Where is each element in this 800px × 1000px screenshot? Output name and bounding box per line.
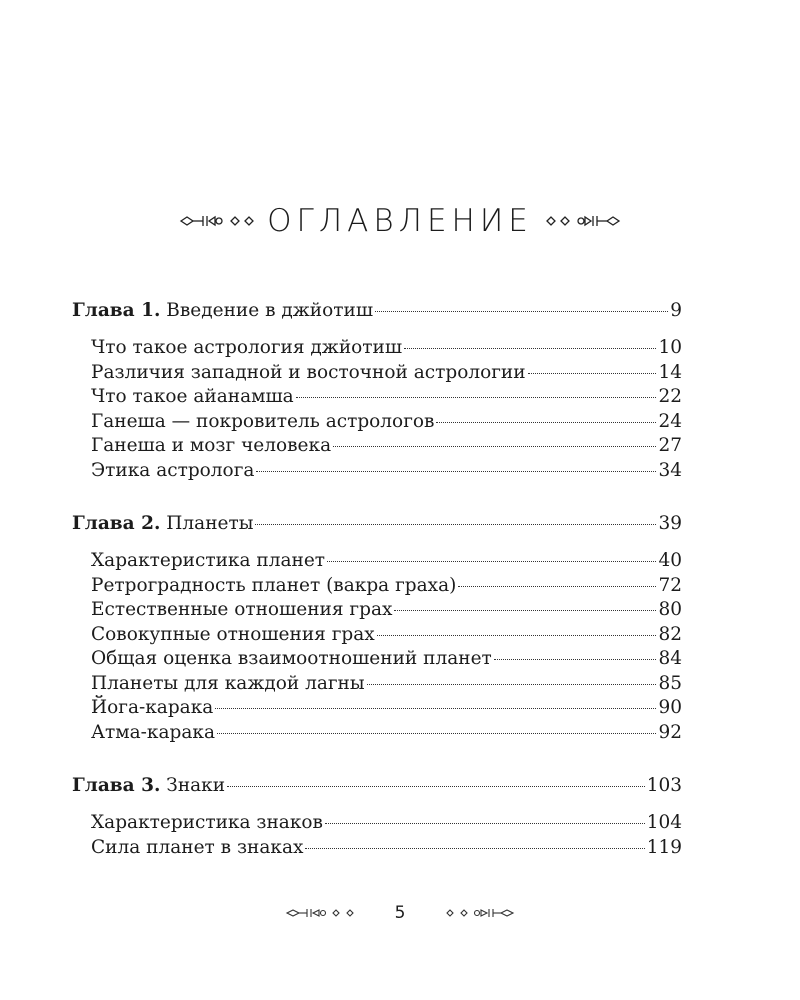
dot-leader: [215, 708, 656, 709]
page-number: 85: [658, 672, 682, 694]
chapter-entry[interactable]: [72, 296, 682, 326]
item-title: Различия западной и восточной астрологии: [91, 361, 526, 383]
toc-item[interactable]: [72, 836, 682, 861]
dot-leader: [327, 561, 656, 562]
dot-leader: [404, 348, 656, 349]
toc-item[interactable]: [72, 672, 682, 697]
toc-item[interactable]: [72, 549, 682, 574]
item-title: Характеристика планет: [91, 550, 326, 571]
page-number: 9: [670, 300, 682, 321]
page-number: 39: [658, 513, 682, 534]
chapter-prefix: Глава 1.: [72, 300, 161, 321]
toc-item[interactable]: [72, 623, 682, 648]
toc-item[interactable]: [72, 574, 682, 599]
chapter-title: Планеты: [166, 513, 254, 534]
page-number: 10: [658, 337, 682, 358]
chapter-entry[interactable]: [72, 771, 682, 801]
page-footer: [0, 898, 800, 928]
page-number: 84: [658, 648, 682, 669]
page-number: 82: [658, 623, 682, 645]
dot-leader: [333, 446, 656, 447]
dot-leader: [227, 786, 645, 787]
toc-item[interactable]: [72, 410, 682, 435]
chapter-title: Введение в джйотиш: [166, 300, 374, 321]
item-title: Что такое астрология джйотиш: [91, 337, 403, 358]
toc-item[interactable]: [72, 336, 682, 361]
page-number: 104: [646, 812, 682, 833]
page-number: 119: [646, 836, 682, 858]
chapter-1: [72, 296, 682, 483]
item-title: Совокупные отношения грах: [91, 623, 375, 645]
toc-item[interactable]: [72, 811, 682, 836]
toc-item[interactable]: [72, 385, 682, 410]
page-number: 72: [658, 574, 682, 596]
item-title: Характеристика знаков: [91, 812, 323, 833]
chapter-3: [72, 771, 682, 860]
dot-leader: [494, 659, 657, 660]
page-title: ОГЛАВЛЕНИЕ: [267, 203, 533, 239]
flourish-left-icon: [179, 211, 259, 231]
chapter-entry[interactable]: [72, 509, 682, 539]
item-title: Общая оценка взаимоотношений планет: [91, 648, 492, 669]
item-title: Естественные отношения грах: [91, 599, 393, 620]
page-number: 90: [658, 697, 682, 718]
footer-page-number: 5: [394, 903, 406, 923]
item-title: Ганеша — покровитель астрологов: [91, 410, 435, 432]
flourish-left-icon: [285, 905, 361, 921]
chapter-prefix: Глава 2.: [72, 513, 161, 534]
dot-leader: [528, 373, 657, 374]
chapter-title: Знаки: [166, 775, 226, 796]
page-number: 22: [658, 386, 682, 407]
dot-leader: [305, 848, 644, 849]
page-number: 27: [658, 435, 682, 456]
dot-leader: [217, 733, 656, 734]
page-number: 40: [658, 550, 682, 571]
dot-leader: [394, 610, 656, 611]
dot-leader: [325, 823, 645, 824]
dot-leader: [377, 635, 657, 636]
toc-item[interactable]: [72, 598, 682, 623]
item-title: Этика астролога: [91, 459, 255, 481]
item-title: Что такое айанамша: [91, 386, 294, 407]
page-number: 14: [658, 361, 682, 383]
toc-item[interactable]: [72, 459, 682, 484]
item-title: Ретроградность планет (вакра граха): [91, 574, 457, 596]
item-title: Сила планет в знаках: [91, 836, 304, 858]
chapter-2: [72, 509, 682, 745]
page-number: 24: [658, 410, 682, 432]
chapter-prefix: Глава 3.: [72, 775, 161, 796]
dot-leader: [367, 684, 657, 685]
toc-item[interactable]: [72, 721, 682, 746]
item-title: Планеты для каждой лагны: [91, 672, 365, 694]
flourish-right-icon: [541, 211, 621, 231]
item-title: Атма-карака: [91, 721, 215, 743]
page-number: 92: [658, 721, 682, 743]
page-number: 34: [658, 459, 682, 481]
toc-heading: [0, 198, 800, 244]
dot-leader: [458, 586, 656, 587]
page-number: 80: [658, 599, 682, 620]
dot-leader: [375, 311, 668, 312]
item-title: Ганеша и мозг человека: [91, 435, 332, 456]
toc-item[interactable]: [72, 647, 682, 672]
dot-leader: [255, 524, 656, 525]
toc-item[interactable]: [72, 361, 682, 386]
toc-item[interactable]: [72, 434, 682, 459]
flourish-right-icon: [439, 905, 515, 921]
page-number: 103: [646, 775, 682, 796]
dot-leader: [296, 397, 657, 398]
toc-item[interactable]: [72, 696, 682, 721]
dot-leader: [256, 471, 656, 472]
table-of-contents: [72, 296, 682, 886]
dot-leader: [436, 422, 656, 423]
item-title: Йога-карака: [91, 697, 214, 718]
